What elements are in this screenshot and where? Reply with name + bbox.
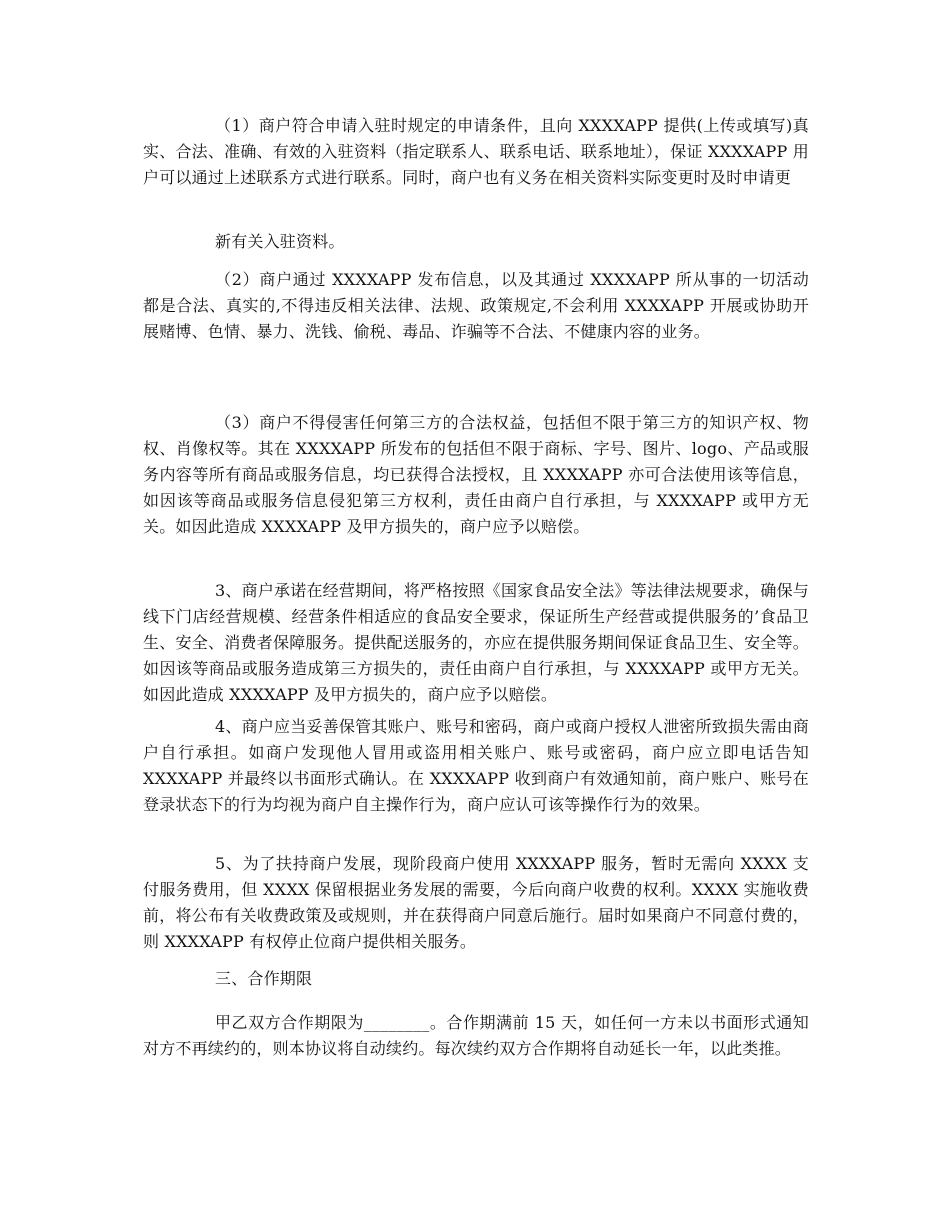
paragraph-cooperation-term: 甲乙双方合作期限为________。合作期满前 15 天，如任何一方未以书面形式通知对方不再续约的，则本协议将自动续约。每次续约双方合作期将自动延长一年，以此类推。 [143, 1013, 809, 1058]
paragraph-lawful-business: （2）商户通过 XXXXAPP 发布信息，以及其通过 XXXXAPP 所从事的一切活动都是合法、真实的,不得违反相关法律、法规、政策规定,不会利用 XXXXAPP 开展或协助开展赌博、色情、暴力、洗钱、偷税、毒品、诈骗等不合法、不健康内容的业务。 [143, 270, 809, 341]
paragraph-third-party-rights: （3）商户不得侵害任何第三方的合法权益，包括但不限于第三方的知识产权、物权、肖像权等。其在 XXXXAPP 所发布的包括但不限于商标、字号、图片、logo、产品或服务内容等所有商品或服务信息，均已获得合法授权，且 XXXXAPP 亦可合法使用该等信息，如因该等商品或服务信息侵犯第三方权利，责任由商户自行承担，与 XXXXAPP 或甲方无关。如因此造成 XXXXAPP 及甲方损失的，商户应予以赔偿。 [143, 413, 809, 536]
paragraph-service-fees: 5、为了扶持商户发展，现阶段商户使用 XXXXAPP 服务，暂时无需向 XXXX 支付服务费用，但 XXXX 保留根据业务发展的需要，今后向商户收费的权利。XXXX 实施收费前，将公布有关收费政策及或规则，并在获得商户同意后施行。届时如果商户不同意付费的，则 XXXXAPP 有权停止位商户提供相关服务。 [143, 854, 809, 951]
paragraph-update-materials: 新有关入驻资料。 [215, 232, 345, 251]
paragraph-account-security: 4、商户应当妥善保管其账户、账号和密码，商户或商户授权人泄密所致损失需由商户自行承担。如商户发现他人冒用或盗用相关账户、账号或密码，商户应立即电话告知 XXXXAPP 并最终以书面形式确认。在 XXXXAPP 收到商户有效通知前，商户账户、账号在登录状态下的行为均视为商户自主操作行为，商户应认可该等操作行为的效果。 [143, 717, 809, 814]
paragraph-food-safety: 3、商户承诺在经营期间，将严格按照《国家食品安全法》等法律法规要求，确保与线下门店经营规模、经营条件相适应的食品安全要求，保证所生产经营或提供服务的’食品卫生、安全、消费者保障服务。提供配送服务的，亦应在提供服务期间保证食品卫生、安全等。如因该等商品或服务造成第三方损失的，责任由商户自行承担，与 XXXXAPP 或甲方无关。如因此造成 XXXXAPP 及甲方损失的，商户应予以赔偿。 [143, 581, 809, 704]
section-heading-cooperation-term: 三、合作期限 [215, 969, 313, 988]
paragraph-merchant-application: （1）商户符合申请入驻时规定的申请条件，且向 XXXXAPP 提供(上传或填写)真实、合法、准确、有效的入驻资料（指定联系人、联系电话、联系地址），保证 XXXXAPP 用户可以通过上述联系方式进行联系。同时，商户也有义务在相关资料实际变更时及时申请更 [143, 116, 809, 187]
